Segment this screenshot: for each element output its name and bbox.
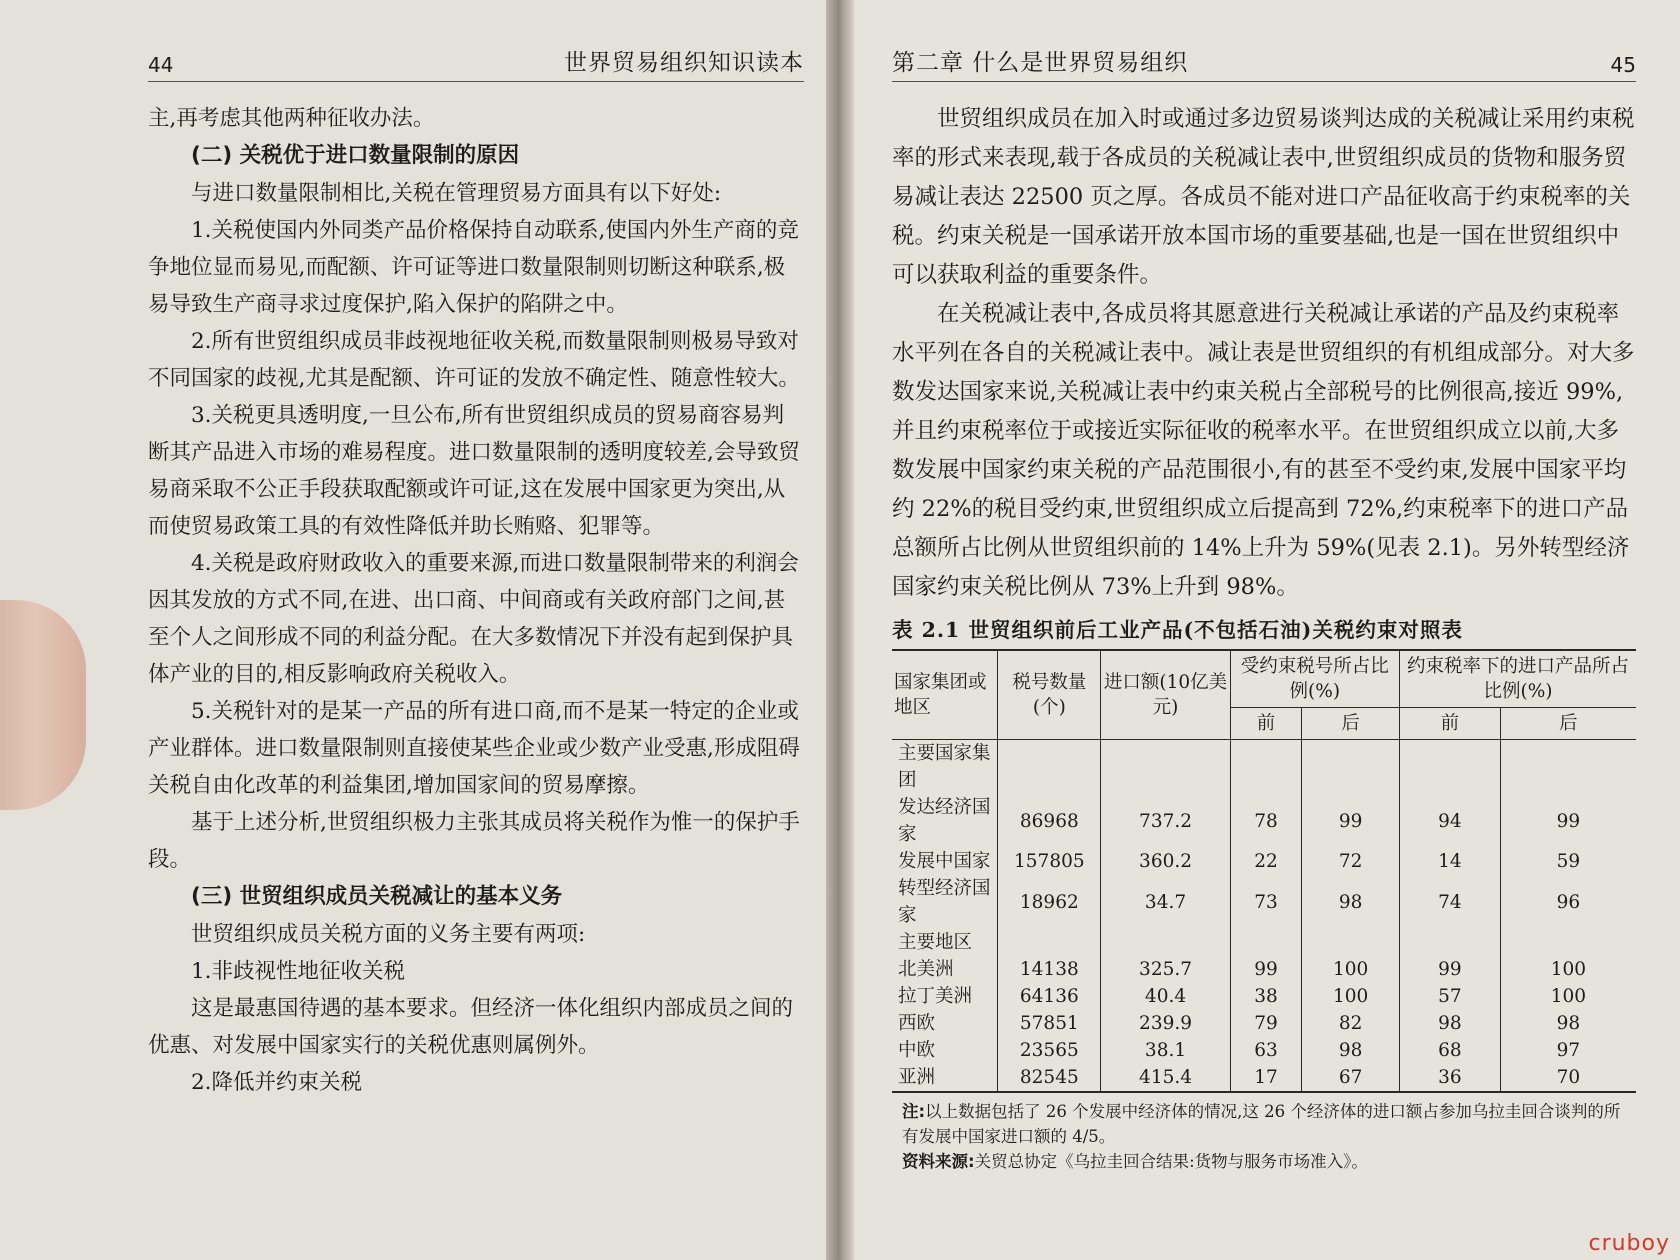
table-row bbox=[892, 1037, 1636, 1064]
cell-b2: 36 bbox=[1400, 1064, 1501, 1092]
cell-b1: 79 bbox=[1230, 1010, 1302, 1037]
paragraph: 与进口数量限制相比,关税在管理贸易方面具有以下好处: bbox=[191, 181, 722, 206]
cell-b2: 14 bbox=[1400, 848, 1501, 875]
table-title: 表 2.1 世贸组织前后工业产品(不包括石油)关税约束对照表 bbox=[892, 613, 1636, 651]
cell-a1: 100 bbox=[1302, 956, 1400, 983]
table-body bbox=[892, 740, 1636, 1093]
cell-b1: 78 bbox=[1230, 794, 1302, 848]
left-running-head bbox=[148, 44, 804, 82]
cell-lines bbox=[998, 929, 1101, 956]
right-body bbox=[892, 100, 1636, 607]
cell-name: 主要国家集团 bbox=[892, 740, 998, 795]
cell-name: 发达经济国家 bbox=[892, 794, 998, 848]
cell-lines: 157805 bbox=[998, 848, 1101, 875]
table-row bbox=[892, 956, 1636, 983]
tariff-table bbox=[892, 651, 1636, 1093]
cell-b1: 99 bbox=[1230, 956, 1302, 983]
cell-b2: 98 bbox=[1400, 1010, 1501, 1037]
cell-a1: 67 bbox=[1302, 1064, 1400, 1092]
cell-name: 中欧 bbox=[892, 1037, 998, 1064]
cell-lines: 86968 bbox=[998, 794, 1101, 848]
cell-imports: 325.7 bbox=[1101, 956, 1230, 983]
table-source bbox=[902, 1149, 1636, 1174]
cell-a1: 98 bbox=[1302, 1037, 1400, 1064]
table-row bbox=[892, 794, 1636, 848]
note-label: 注: bbox=[902, 1102, 926, 1121]
col-header-bound-imports: 约束税率下的进口产品所占比例(%) bbox=[1400, 651, 1637, 708]
right-page bbox=[840, 0, 1680, 1260]
cell-a1: 98 bbox=[1302, 875, 1400, 929]
cell-imports: 40.4 bbox=[1101, 983, 1230, 1010]
cell-b2 bbox=[1400, 740, 1501, 795]
cell-a2 bbox=[1500, 929, 1636, 956]
cell-b2: 68 bbox=[1400, 1037, 1501, 1064]
paragraph: 基于上述分析,世贸组织极力主张其成员将关税作为惟一的保护手段。 bbox=[148, 810, 800, 872]
cell-a1: 100 bbox=[1302, 983, 1400, 1010]
right-page-number: 45 bbox=[1610, 53, 1636, 77]
book-spine bbox=[826, 0, 854, 1260]
col-header-imports: 进口额(10亿美元) bbox=[1101, 651, 1230, 740]
table-row bbox=[892, 848, 1636, 875]
col-header-before: 前 bbox=[1400, 708, 1501, 740]
cell-lines bbox=[998, 740, 1101, 795]
cell-lines: 64136 bbox=[998, 983, 1101, 1010]
cell-imports: 239.9 bbox=[1101, 1010, 1230, 1037]
paragraph: 3.关税更具透明度,一旦公布,所有世贸组织成员的贸易商容易判断其产品进入市场的难易程度。进口数量限制的透明度较差,会导致贸易商采取不公正手段获取配额或许可证,这在发展中国家更为突出,从而使贸易政策工具的有效性降低并助长贿赂、犯罪等。 bbox=[148, 403, 800, 539]
cell-b1: 38 bbox=[1230, 983, 1302, 1010]
cell-lines: 82545 bbox=[998, 1064, 1101, 1092]
table-row bbox=[892, 740, 1636, 795]
paragraph: 1.关税使国内外同类产品价格保持自动联系,使国内外生产商的竞争地位显而易见,而配额、许可证等进口数量限制则切断这种联系,极易导致生产商寻求过度保护,陷入保护的陷阱之中。 bbox=[148, 218, 799, 317]
cell-imports: 34.7 bbox=[1101, 875, 1230, 929]
col-header-after: 后 bbox=[1500, 708, 1636, 740]
table-row bbox=[892, 929, 1636, 956]
cell-a2: 59 bbox=[1556, 851, 1581, 872]
left-page-number: 44 bbox=[148, 53, 174, 77]
cell-a1: 72 bbox=[1302, 848, 1400, 875]
table-notes bbox=[892, 1099, 1636, 1174]
cell-name: 西欧 bbox=[892, 1010, 998, 1037]
paragraph: 世贸组织成员关税方面的义务主要有两项: bbox=[191, 922, 586, 947]
table-row bbox=[892, 875, 1636, 929]
paragraph: 2.所有世贸组织成员非歧视地征收关税,而数量限制则极易导致对不同国家的歧视,尤其是配额、许可证的发放不确定性、随意性较大。 bbox=[148, 329, 800, 391]
source-label: 资料来源: bbox=[902, 1152, 975, 1171]
cell-lines: 23565 bbox=[998, 1037, 1101, 1064]
paragraph: 1.非歧视性地征收关税 bbox=[191, 959, 406, 984]
watermark: cruboy bbox=[1588, 1231, 1670, 1256]
cell-b2: 57 bbox=[1400, 983, 1501, 1010]
cell-a2 bbox=[1500, 740, 1636, 795]
cell-a2: 96 bbox=[1556, 891, 1581, 913]
cell-name: 北美洲 bbox=[892, 956, 998, 983]
paragraph: 世贸组织成员在加入时或通过多边贸易谈判达成的关税减让采用约束税率的形式来表现,载于各成员的关税减让表中,世贸组织成员的货物和服务贸易减让表达 22500 页之厚。各成员不能对进口产品征收高于约束税率的关税。约束关税是一国承诺开放本国市场的重要基础,也是一国在世贸组织中可以获取利益的重要条件。 bbox=[892, 106, 1635, 288]
cell-a2: 100 bbox=[1550, 986, 1587, 1007]
col-header-bound-lines: 受约束税号所占比例(%) bbox=[1230, 651, 1399, 708]
cell-imports bbox=[1101, 929, 1230, 956]
table-row bbox=[892, 983, 1636, 1010]
chapter-title-header: 第二章 什么是世界贸易组织 bbox=[892, 50, 1189, 76]
paragraph: 主,再考虑其他两种征收办法。 bbox=[148, 106, 435, 131]
cell-b2 bbox=[1400, 929, 1501, 956]
cell-name: 转型经济国家 bbox=[892, 875, 998, 929]
cell-imports: 360.2 bbox=[1101, 848, 1230, 875]
paragraph: 在关税减让表中,各成员将其愿意进行关税减让承诺的产品及约束税率水平列在各自的关税减让表中。减让表是世贸组织的有机组成部分。对大多数发达国家来说,关税减让表中约束关税占全部税号的比例很高,接近 99%,并且约束税率位于或接近实际征收的税率水平。在世贸组织成立以前,大多数发展中国家约束关税的产品范围很小,有的甚至不受约束,发展中国家平均约 22%的税目受约束,世贸组织成立后提高到 72%,约束税率下的进口产品总额所占比例从世贸组织前的 14%上升为 59%(见表 2.1)。另外转型经济国家约束关税比例从 73%上升到 98%。 bbox=[892, 301, 1635, 600]
book-title-header: 世界贸易组织知识读本 bbox=[564, 50, 804, 76]
cell-name: 发展中国家 bbox=[892, 848, 998, 875]
cell-b1: 22 bbox=[1230, 848, 1302, 875]
cell-a2: 98 bbox=[1556, 1013, 1581, 1034]
cell-b2: 74 bbox=[1400, 875, 1501, 929]
col-header-region: 国家集团或地区 bbox=[892, 651, 998, 740]
cell-lines: 57851 bbox=[998, 1010, 1101, 1037]
left-body bbox=[148, 100, 804, 1101]
cell-lines: 14138 bbox=[998, 956, 1101, 983]
cell-a1: 99 bbox=[1302, 794, 1400, 848]
cell-b1 bbox=[1230, 740, 1302, 795]
cell-imports: 38.1 bbox=[1101, 1037, 1230, 1064]
note-text: 以上数据包括了 26 个发展中经济体的情况,这 26 个经济体的进口额占参加乌拉圭回合谈判的所有发展中国家进口额的 4/5。 bbox=[902, 1102, 1621, 1146]
cell-b2: 94 bbox=[1400, 794, 1501, 848]
cell-a2: 97 bbox=[1556, 1040, 1581, 1061]
table-row bbox=[892, 1064, 1636, 1092]
source-text: 关贸总协定《乌拉圭回合结果:货物与服务市场准入》。 bbox=[974, 1152, 1368, 1171]
cell-a2: 99 bbox=[1556, 810, 1581, 832]
cell-imports: 415.4 bbox=[1101, 1064, 1230, 1092]
cell-b2: 99 bbox=[1400, 956, 1501, 983]
cell-a1 bbox=[1302, 740, 1400, 795]
col-header-lines: 税号数量(个) bbox=[998, 651, 1101, 740]
cell-b1: 63 bbox=[1230, 1037, 1302, 1064]
cell-name: 拉丁美洲 bbox=[892, 983, 998, 1010]
thumb bbox=[0, 600, 86, 810]
cell-b1 bbox=[1230, 929, 1302, 956]
cell-a2: 100 bbox=[1550, 959, 1587, 980]
cell-name: 主要地区 bbox=[892, 929, 998, 956]
table-note bbox=[902, 1099, 1636, 1149]
cell-b1: 17 bbox=[1230, 1064, 1302, 1092]
cell-imports: 737.2 bbox=[1101, 794, 1230, 848]
col-header-after: 后 bbox=[1302, 708, 1400, 740]
section-heading: (三) 世贸组织成员关税减让的基本义务 bbox=[191, 884, 563, 909]
cell-name: 亚洲 bbox=[892, 1064, 998, 1092]
section-heading: (二) 关税优于进口数量限制的原因 bbox=[191, 143, 520, 168]
paragraph: 5.关税针对的是某一产品的所有进口商,而不是某一特定的企业或产业群体。进口数量限制则直接使某些企业或少数产业受惠,形成阻碍关税自由化改革的利益集团,增加国家间的贸易摩擦。 bbox=[148, 699, 800, 798]
cell-a1: 82 bbox=[1302, 1010, 1400, 1037]
cell-a2: 70 bbox=[1500, 1064, 1636, 1092]
table-row bbox=[892, 1010, 1636, 1037]
cell-imports bbox=[1101, 740, 1230, 795]
right-running-head bbox=[892, 44, 1636, 82]
cell-b1: 73 bbox=[1230, 875, 1302, 929]
paragraph: 4.关税是政府财政收入的重要来源,而进口数量限制带来的利润会因其发放的方式不同,在进、出口商、中间商或有关政府部门之间,甚至个人之间形成不同的利益分配。在大多数情况下并没有起到保护具体产业的目的,相反影响政府关税收入。 bbox=[148, 551, 799, 687]
col-header-before: 前 bbox=[1230, 708, 1302, 740]
paragraph: 这是最惠国待遇的基本要求。但经济一体化组织内部成员之间的优惠、对发展中国家实行的关税优惠则属例外。 bbox=[148, 996, 794, 1058]
cell-lines: 18962 bbox=[998, 875, 1101, 929]
paragraph: 2.降低并约束关税 bbox=[191, 1070, 363, 1095]
cell-a1 bbox=[1302, 929, 1400, 956]
